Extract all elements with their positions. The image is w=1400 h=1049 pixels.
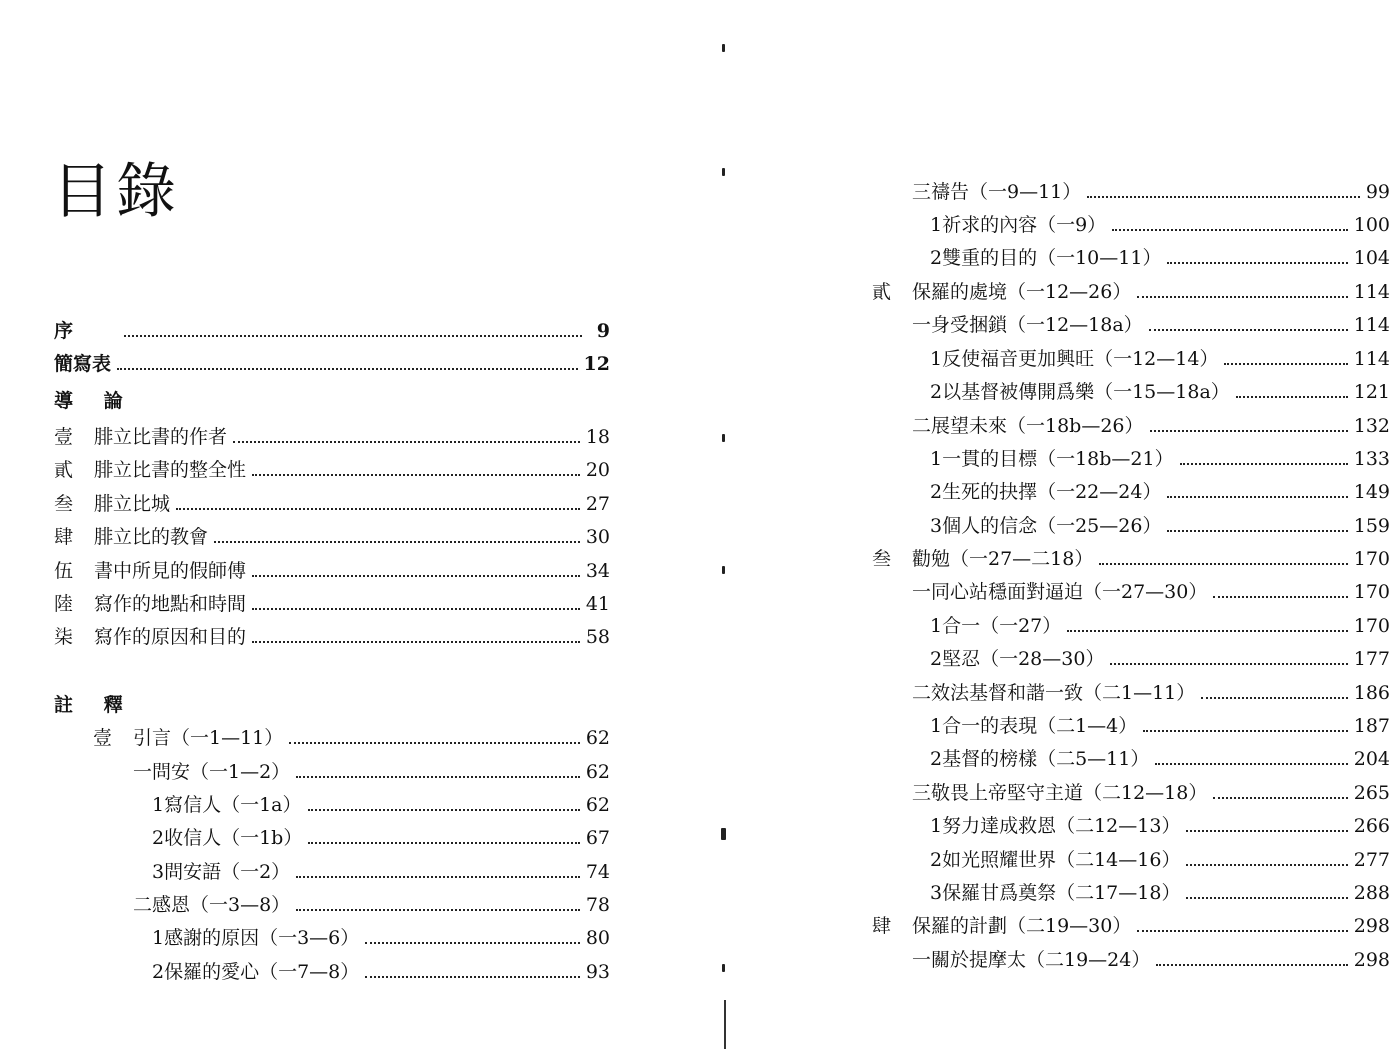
toc-entry-label: 2保羅的愛心（一7—8） <box>152 961 360 983</box>
toc-leader <box>1167 262 1347 264</box>
toc-entry-marker: 壹 <box>93 727 113 749</box>
toc-entry[interactable] <box>930 875 1390 905</box>
toc-page-number: 62 <box>585 794 610 816</box>
toc-entry[interactable] <box>54 619 610 649</box>
toc-entry[interactable] <box>912 408 1390 438</box>
toc-entry-label: 腓立比城 <box>94 493 171 515</box>
toc-leader <box>308 842 579 844</box>
toc-leader <box>1224 363 1347 365</box>
toc-leader <box>117 368 578 370</box>
toc-leader <box>1167 530 1347 532</box>
toc-entry[interactable] <box>930 240 1390 270</box>
toc-leader <box>1186 864 1347 866</box>
toc-entry-label: 三敬畏上帝堅守主道（二12—18） <box>912 782 1208 804</box>
toc-entry-marker: 柒 <box>54 626 74 648</box>
toc-entry-label: 2如光照耀世界（二14—16） <box>930 849 1181 871</box>
toc-leader <box>1180 463 1348 465</box>
toc-leader <box>1137 296 1347 298</box>
toc-entry-label: 腓立比書的整全性 <box>94 459 247 481</box>
toc-entry[interactable] <box>930 441 1390 471</box>
toc-page-number: 121 <box>1353 381 1390 403</box>
toc-leader <box>124 335 582 337</box>
toc-leader <box>308 809 580 811</box>
toc-leader <box>289 742 580 744</box>
toc-entry-label: 1努力達成救恩（二12—13） <box>930 815 1181 837</box>
toc-page-number: 78 <box>585 894 610 916</box>
toc-leader <box>176 508 580 510</box>
toc-leader <box>252 608 580 610</box>
toc-entry[interactable] <box>930 207 1390 237</box>
toc-leader <box>365 976 580 978</box>
toc-leader <box>296 909 580 911</box>
toc-entry-label: 簡寫表 <box>54 353 112 375</box>
toc-page-number: 298 <box>1353 915 1390 937</box>
toc-leader <box>1167 496 1347 498</box>
toc-leader <box>1156 964 1347 966</box>
toc-entry-label: 序 <box>54 320 74 342</box>
toc-entry-label: 1感謝的原因（一3—6） <box>152 927 360 949</box>
toc-page-number: 12 <box>583 353 610 375</box>
toc-entry-label: 一身受捆鎖（一12—18a） <box>912 314 1143 336</box>
toc-entry[interactable] <box>912 174 1390 204</box>
toc-page-number: 114 <box>1353 281 1390 303</box>
toc-entry[interactable] <box>930 341 1390 371</box>
toc-page-number: 114 <box>1353 314 1390 336</box>
toc-page-number: 58 <box>585 626 610 648</box>
scan-mark <box>722 964 725 972</box>
toc-entry-label: 1寫信人（一1a） <box>152 794 302 816</box>
toc-entry-marker: 壹 <box>54 426 74 448</box>
toc-leader <box>1067 630 1347 632</box>
toc-entry-label: 一問安（一1—2） <box>133 761 291 783</box>
toc-entry[interactable] <box>912 574 1390 604</box>
toc-entry-label: 2基督的榜樣（二5—11） <box>930 748 1150 770</box>
toc-entry[interactable] <box>912 307 1390 337</box>
toc-page-number: 74 <box>585 861 610 883</box>
toc-entry-label: 腓立比的教會 <box>94 526 209 548</box>
toc-entry[interactable] <box>54 452 610 482</box>
section-heading-notes: 註 釋 <box>54 694 135 716</box>
toc-leader <box>1143 730 1347 732</box>
toc-page-number: 132 <box>1353 415 1390 437</box>
toc-leader <box>1112 229 1348 231</box>
toc-entry-marker: 叁 <box>54 493 74 515</box>
toc-leader <box>1201 697 1347 699</box>
section-heading-introduction: 導 論 <box>54 390 135 412</box>
toc-entry[interactable] <box>93 720 610 750</box>
toc-entry-label: 3問安語（一2） <box>152 861 291 883</box>
toc-entry[interactable] <box>872 541 1390 571</box>
toc-entry-label: 2生死的抉擇（一22—24） <box>930 481 1162 503</box>
toc-entry-label: 寫作的原因和目的 <box>94 626 247 648</box>
toc-entry[interactable] <box>930 741 1390 771</box>
toc-page-number: 99 <box>1365 181 1390 203</box>
toc-entry[interactable] <box>930 842 1390 872</box>
toc-leader <box>296 876 580 878</box>
toc-leader <box>1099 563 1347 565</box>
toc-entry[interactable] <box>152 920 610 950</box>
toc-entry-label: 一關於提摩太（二19—24） <box>912 949 1151 971</box>
toc-leader <box>1137 930 1347 932</box>
toc-page-number: 62 <box>585 761 610 783</box>
toc-page-number: 186 <box>1353 682 1390 704</box>
toc-entry-marker: 貳 <box>872 281 892 303</box>
toc-entry[interactable] <box>152 787 610 817</box>
toc-page-number: 34 <box>585 560 610 582</box>
toc-leader <box>1149 329 1348 331</box>
toc-entry-label: 1祈求的內容（一9） <box>930 214 1107 236</box>
toc-page-number: 9 <box>596 320 610 342</box>
toc-entry[interactable] <box>930 708 1390 738</box>
toc-entry-label: 3個人的信念（一25—26） <box>930 515 1162 537</box>
toc-entry-label: 1反使福音更加興旺（一12—14） <box>930 348 1219 370</box>
toc-entry-label: 2收信人（一1b） <box>152 827 303 849</box>
toc-leader <box>1155 763 1347 765</box>
toc-leader <box>252 641 580 643</box>
toc-entry-label: 寫作的地點和時間 <box>94 593 247 615</box>
toc-leader <box>1186 830 1347 832</box>
scan-mark <box>722 44 725 52</box>
toc-page-number: 30 <box>585 526 610 548</box>
toc-page-number: 62 <box>585 727 610 749</box>
toc-leader <box>252 474 580 476</box>
scan-mark <box>722 566 725 574</box>
toc-entry-marker: 肆 <box>54 526 74 548</box>
toc-entry[interactable] <box>133 754 610 784</box>
toc-page-number: 177 <box>1353 648 1390 670</box>
toc-entry-label: 腓立比書的作者 <box>94 426 228 448</box>
toc-leader <box>365 942 580 944</box>
toc-entry-label: 1合一的表現（二1—4） <box>930 715 1138 737</box>
toc-entry-label: 1一貫的目標（一18b—21） <box>930 448 1174 470</box>
toc-leader <box>1213 797 1347 799</box>
page-title: 目錄 <box>52 157 180 227</box>
toc-leader <box>1087 196 1360 198</box>
toc-entry[interactable] <box>912 942 1390 972</box>
toc-entry-label: 2以基督被傳開爲樂（一15—18a） <box>930 381 1230 403</box>
toc-leader <box>252 575 580 577</box>
toc-leader <box>1150 430 1348 432</box>
toc-entry-label: 引言（一1—11） <box>133 727 284 749</box>
toc-page-number: 93 <box>585 961 610 983</box>
toc-entry[interactable] <box>930 474 1390 504</box>
toc-entry-label: 保羅的處境（一12—26） <box>912 281 1132 303</box>
toc-entry-preface[interactable] <box>54 313 610 343</box>
toc-entry-marker: 伍 <box>54 560 74 582</box>
toc-page-number: 277 <box>1353 849 1390 871</box>
toc-entry[interactable] <box>54 486 610 516</box>
toc-entry[interactable] <box>54 553 610 583</box>
toc-leader <box>1110 663 1347 665</box>
toc-entry[interactable] <box>930 508 1390 538</box>
scan-mark <box>722 434 725 442</box>
toc-entry-label: 保羅的計劃（二19—30） <box>912 915 1132 937</box>
toc-page-number: 80 <box>585 927 610 949</box>
toc-page-number: 266 <box>1353 815 1390 837</box>
toc-entry[interactable] <box>872 908 1390 938</box>
toc-entry[interactable] <box>872 274 1390 304</box>
toc-page-number: 18 <box>585 426 610 448</box>
toc-entry-abbreviations[interactable] <box>54 346 610 376</box>
toc-page-number: 187 <box>1353 715 1390 737</box>
toc-entry[interactable] <box>930 608 1390 638</box>
toc-page-number: 27 <box>585 493 610 515</box>
toc-page-number: 149 <box>1353 481 1390 503</box>
toc-entry-label: 3保羅甘爲奠祭（二17—18） <box>930 882 1181 904</box>
toc-page-number: 298 <box>1353 949 1390 971</box>
toc-entry-marker: 貳 <box>54 459 74 481</box>
toc-page-number: 20 <box>585 459 610 481</box>
scan-mark <box>721 828 726 840</box>
toc-entry[interactable] <box>930 641 1390 671</box>
toc-page-number: 170 <box>1353 548 1390 570</box>
toc-entry-label: 二展望未來（一18b—26） <box>912 415 1144 437</box>
toc-page-number: 104 <box>1353 247 1390 269</box>
toc-page-number: 170 <box>1353 615 1390 637</box>
toc-entry-marker: 叁 <box>872 548 892 570</box>
toc-page-number: 114 <box>1353 348 1390 370</box>
toc-leader <box>296 776 580 778</box>
toc-entry[interactable] <box>54 519 610 549</box>
toc-entry[interactable] <box>912 775 1390 805</box>
toc-entry-label: 勸勉（一27—二18） <box>912 548 1094 570</box>
toc-entry[interactable] <box>152 954 610 984</box>
toc-entry-label: 三禱告（一9—11） <box>912 181 1082 203</box>
toc-entry-label: 二效法基督和諧一致（二1—11） <box>912 682 1196 704</box>
toc-page-number: 100 <box>1353 214 1390 236</box>
toc-entry-label: 1合一（一27） <box>930 615 1062 637</box>
toc-leader <box>1213 596 1347 598</box>
toc-entry[interactable] <box>912 675 1390 705</box>
toc-leader <box>233 441 580 443</box>
toc-leader <box>1186 897 1347 899</box>
book-gutter <box>724 1000 726 1049</box>
toc-page-number: 288 <box>1353 882 1390 904</box>
toc-entry-label: 書中所見的假師傅 <box>94 560 247 582</box>
toc-page-number: 133 <box>1353 448 1390 470</box>
toc-entry[interactable] <box>54 586 610 616</box>
toc-page-number: 170 <box>1353 581 1390 603</box>
toc-entry-label: 2堅忍（一28—30） <box>930 648 1105 670</box>
toc-entry-marker: 肆 <box>872 915 892 937</box>
toc-page-number: 41 <box>585 593 610 615</box>
toc-page-number: 204 <box>1353 748 1390 770</box>
toc-page-number: 159 <box>1353 515 1390 537</box>
toc-leader <box>214 541 580 543</box>
toc-entry-marker: 陸 <box>54 593 74 615</box>
toc-entry[interactable] <box>930 808 1390 838</box>
toc-entry[interactable] <box>152 854 610 884</box>
toc-page-number: 67 <box>585 827 610 849</box>
toc-entry[interactable] <box>54 419 610 449</box>
toc-leader <box>1236 396 1348 398</box>
toc-entry[interactable] <box>152 820 610 850</box>
toc-entry[interactable] <box>930 374 1390 404</box>
toc-entry-label: 2雙重的目的（一10—11） <box>930 247 1162 269</box>
toc-entry[interactable] <box>133 887 610 917</box>
toc-entry-label: 一同心站穩面對逼迫（一27—30） <box>912 581 1208 603</box>
toc-entry-label: 二感恩（一3—8） <box>133 894 291 916</box>
scan-mark <box>722 168 725 176</box>
toc-page-number: 265 <box>1353 782 1390 804</box>
